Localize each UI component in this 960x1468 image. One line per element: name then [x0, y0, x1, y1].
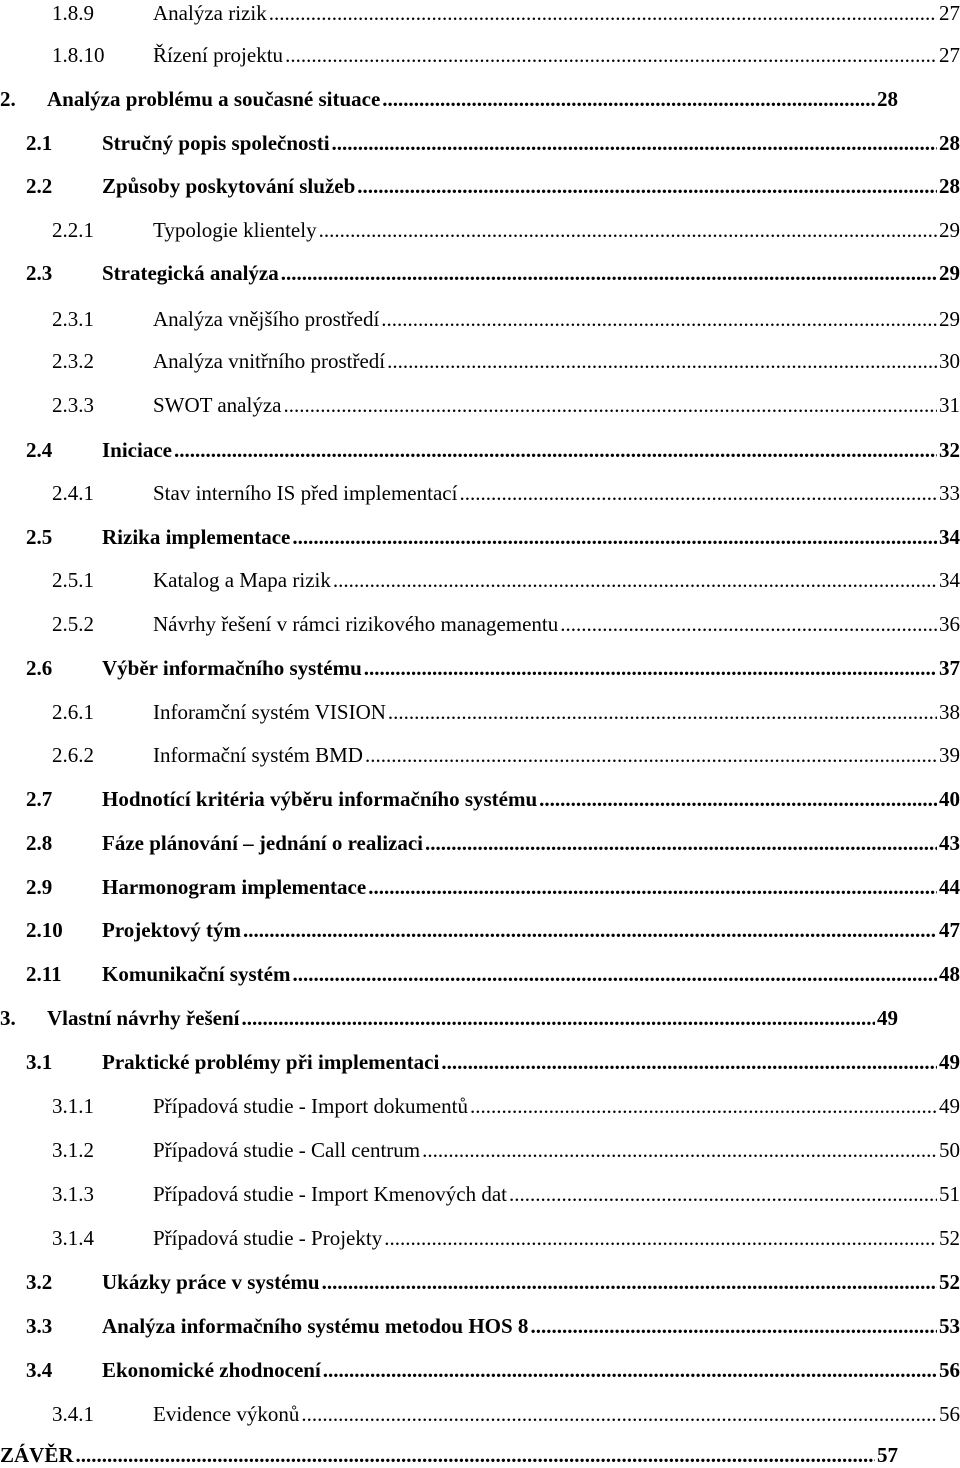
toc-entry-number: 2.10 [26, 918, 63, 942]
toc-entry-page: 44 [939, 875, 960, 899]
toc-entry-title: Analýza vnitřního prostředí [153, 349, 386, 373]
toc-entry-title: Ekonomické zhodnocení [102, 1358, 321, 1382]
toc-entry-page: 38 [939, 700, 960, 724]
toc-entry-number: 2.1 [26, 131, 53, 155]
toc-entry-title: Případová studie - Projekty [153, 1226, 383, 1250]
toc-entry-title: Případová studie - Import dokumentů [153, 1094, 468, 1118]
toc-entry-title: Rizika implementace [102, 525, 291, 549]
toc-entry-title: Případová studie - Import Kmenových dat [153, 1182, 508, 1206]
toc-entry[interactable] [0, 86, 898, 112]
toc-leader-dots [283, 392, 937, 418]
toc-leader-dots [292, 524, 937, 550]
toc-leader-dots [242, 1005, 875, 1031]
toc-entry[interactable] [52, 611, 960, 637]
toc-entry[interactable] [52, 1181, 960, 1207]
toc-leader-dots [292, 961, 937, 987]
toc-leader-dots [319, 217, 937, 243]
toc-entry-page: 31 [939, 393, 960, 417]
toc-entry-number: 2.2 [26, 174, 53, 198]
toc-leader-dots [365, 742, 937, 768]
toc-entry-number: 3.1.1 [52, 1094, 94, 1118]
toc-entry[interactable] [26, 786, 960, 812]
toc-entry-title: Vlastní návrhy řešení [47, 1006, 240, 1030]
toc-leader-dots [384, 1225, 937, 1251]
toc-entry[interactable] [26, 130, 960, 156]
toc-entry[interactable] [26, 173, 960, 199]
toc-entry[interactable] [52, 742, 960, 768]
toc-entry-page: 29 [939, 218, 960, 242]
toc-entry-page: 34 [939, 568, 960, 592]
toc-entry[interactable] [26, 524, 960, 550]
toc-leader-dots [470, 1093, 937, 1119]
toc-leader-dots [323, 1357, 937, 1383]
toc-entry[interactable] [52, 348, 960, 374]
toc-entry-title: Informační systém BMD [153, 743, 363, 767]
toc-leader-dots [174, 437, 937, 463]
toc-entry-page: 49 [939, 1094, 960, 1118]
toc-entry-number: 2.5.1 [52, 568, 94, 592]
toc-entry[interactable] [26, 917, 960, 943]
toc-entry-page: 28 [939, 131, 960, 155]
toc-entry-page: 56 [939, 1358, 960, 1382]
toc-entry-title: Strategická analýza [102, 261, 279, 285]
toc-entry-number: 2.4.1 [52, 481, 94, 505]
toc-entry-title: Inforamční systém VISION [153, 700, 386, 724]
toc-entry-page: 30 [939, 349, 960, 373]
toc-entry-title: Fáze plánování – jednání o realizaci [102, 831, 424, 855]
toc-entry-title: Katalog a Mapa rizik [153, 568, 331, 592]
toc-entry-number: 3.2 [26, 1270, 53, 1294]
toc-leader-dots [243, 917, 937, 943]
toc-entry-page: 50 [939, 1138, 960, 1162]
toc-entry[interactable] [26, 1049, 960, 1075]
toc-leader-dots [388, 699, 937, 725]
toc-entry-page: 48 [939, 962, 960, 986]
toc-entry-title: Hodnotící kritéria výběru informačního systému [102, 787, 538, 811]
toc-leader-dots [560, 611, 937, 637]
toc-entry-number: 2.2.1 [52, 218, 94, 242]
toc-entry-number: 1.8.9 [52, 1, 94, 25]
toc-entry-title: Typologie klientely [153, 218, 317, 242]
toc-leader-dots [381, 306, 937, 332]
toc-entry-number: 3.3 [26, 1314, 53, 1338]
toc-entry-number: 1.8.10 [52, 43, 105, 67]
toc-entry-number: 2.5 [26, 525, 53, 549]
toc-entry-number: 2.6.1 [52, 700, 94, 724]
toc-entry[interactable] [26, 260, 960, 286]
toc-entry-page: 28 [939, 174, 960, 198]
toc-leader-dots [539, 786, 937, 812]
toc-entry-page: 37 [939, 656, 960, 680]
toc-entry[interactable] [52, 306, 960, 332]
toc-entry-number: 2.11 [26, 962, 62, 986]
toc-entry-number: 3.1.4 [52, 1226, 94, 1250]
toc-leader-dots [530, 1313, 937, 1339]
toc-entry[interactable] [52, 480, 960, 506]
toc-leader-dots [333, 567, 937, 593]
toc-entry-page: 49 [939, 1050, 960, 1074]
toc-entry-title: Návrhy řešení v rámci rizikového managementu [153, 612, 559, 636]
toc-entry-title: Případová studie - Call centrum [153, 1138, 421, 1162]
toc-entry[interactable] [52, 217, 960, 243]
toc-entry-title: SWOT analýza [153, 393, 282, 417]
toc-leader-dots [368, 874, 937, 900]
toc-entry-number: 2.7 [26, 787, 53, 811]
toc-leader-dots [509, 1181, 937, 1207]
toc-entry-title: Analýza problému a současné situace [47, 87, 381, 111]
toc-entry-number: 3.4 [26, 1358, 53, 1382]
toc-entry-page: 47 [939, 918, 960, 942]
toc-leader-dots [364, 655, 937, 681]
toc-entry-title: Stručný popis společnosti [102, 131, 330, 155]
toc-entry-number: 2.3.2 [52, 349, 94, 373]
toc-entry[interactable] [0, 1442, 898, 1468]
toc-entry-page: 28 [877, 87, 898, 111]
toc-entry[interactable] [26, 830, 960, 856]
toc-leader-dots [322, 1269, 937, 1295]
toc-leader-dots [301, 1401, 937, 1427]
toc-leader-dots [382, 86, 875, 112]
toc-entry-title: Harmonogram implementace [102, 875, 367, 899]
toc-entry[interactable] [26, 655, 960, 681]
toc-leader-dots [459, 480, 937, 506]
toc-entry-number: 2.4 [26, 438, 53, 462]
toc-entry[interactable] [52, 1137, 960, 1163]
toc-entry-title: Praktické problémy při implementaci [102, 1050, 440, 1074]
toc-leader-dots [269, 0, 937, 26]
toc-entry-title: Řízení projektu [153, 43, 284, 67]
toc-entry-page: 27 [939, 43, 960, 67]
toc-entry[interactable] [52, 1401, 960, 1427]
toc-entry-title: Iniciace [102, 438, 172, 462]
toc-leader-dots [281, 260, 937, 286]
toc-entry-title: Způsoby poskytování služeb [102, 174, 356, 198]
toc-entry-page: 57 [877, 1443, 898, 1467]
toc-entry-number: 2.9 [26, 875, 53, 899]
toc-entry[interactable] [26, 1313, 960, 1339]
toc-entry[interactable] [26, 961, 960, 987]
toc-entry-title: Analýza rizik [153, 1, 267, 25]
toc-entry[interactable] [52, 1225, 960, 1251]
toc-entry[interactable] [52, 392, 960, 418]
toc-entry-number: 2.3.3 [52, 393, 94, 417]
toc-entry[interactable] [52, 1093, 960, 1119]
toc-leader-dots [387, 348, 937, 374]
toc-entry-number: 3.1 [26, 1050, 53, 1074]
toc-entry-page: 33 [939, 481, 960, 505]
toc-entry-number: 2.6.2 [52, 743, 94, 767]
toc-entry-number: 2.3 [26, 261, 53, 285]
toc-entry-title: ZÁVĚR [0, 1443, 74, 1467]
toc-entry-title: Výběr informačního systému [102, 656, 362, 680]
toc-entry-number: 3.1.3 [52, 1182, 94, 1206]
toc-entry-page: 29 [939, 307, 960, 331]
toc-entry-number: 2. [0, 87, 16, 111]
toc-entry[interactable] [26, 874, 960, 900]
toc-entry[interactable] [26, 1357, 960, 1383]
toc-entry-page: 43 [939, 831, 960, 855]
toc-leader-dots [332, 130, 937, 156]
toc-entry[interactable] [52, 567, 960, 593]
toc-entry-title: Analýza informačního systému metodou HOS 8 [102, 1314, 529, 1338]
toc-entry-page: 36 [939, 612, 960, 636]
toc-entry-number: 2.8 [26, 831, 53, 855]
toc-entry-page: 32 [939, 438, 960, 462]
toc-leader-dots [441, 1049, 937, 1075]
toc-entry-number: 3.1.2 [52, 1138, 94, 1162]
toc-entry-page: 53 [939, 1314, 960, 1338]
toc-entry-page: 49 [877, 1006, 898, 1030]
toc-entry-page: 56 [939, 1402, 960, 1426]
toc-entry-page: 40 [939, 787, 960, 811]
toc-entry[interactable] [52, 42, 960, 68]
toc-leader-dots [76, 1442, 875, 1468]
toc-leader-dots [285, 42, 937, 68]
toc-entry-number: 2.3.1 [52, 307, 94, 331]
toc-entry-number: 3. [0, 1006, 16, 1030]
toc-entry-page: 34 [939, 525, 960, 549]
toc-entry-title: Ukázky práce v systému [102, 1270, 320, 1294]
toc-entry-page: 52 [939, 1270, 960, 1294]
toc-entry-number: 2.5.2 [52, 612, 94, 636]
toc-entry-page: 52 [939, 1226, 960, 1250]
toc-entry[interactable] [26, 1269, 960, 1295]
toc-entry[interactable] [26, 437, 960, 463]
toc-entry[interactable] [52, 699, 960, 725]
toc-entry-page: 51 [939, 1182, 960, 1206]
toc-entry-page: 27 [939, 1, 960, 25]
toc-entry-number: 2.6 [26, 656, 53, 680]
toc-entry[interactable] [0, 1005, 898, 1031]
toc-leader-dots [422, 1137, 937, 1163]
toc-entry-title: Stav interního IS před implementací [153, 481, 458, 505]
toc-entry-title: Komunikační systém [102, 962, 291, 986]
toc-entry-number: 3.4.1 [52, 1402, 94, 1426]
toc-entry-title: Analýza vnějšího prostředí [153, 307, 380, 331]
toc-entry[interactable] [52, 0, 960, 26]
toc-entry-page: 29 [939, 261, 960, 285]
toc-entry-page: 39 [939, 743, 960, 767]
toc-leader-dots [357, 173, 937, 199]
toc-entry-title: Evidence výkonů [153, 1402, 300, 1426]
toc-entry-title: Projektový tým [102, 918, 241, 942]
toc-leader-dots [425, 830, 937, 856]
